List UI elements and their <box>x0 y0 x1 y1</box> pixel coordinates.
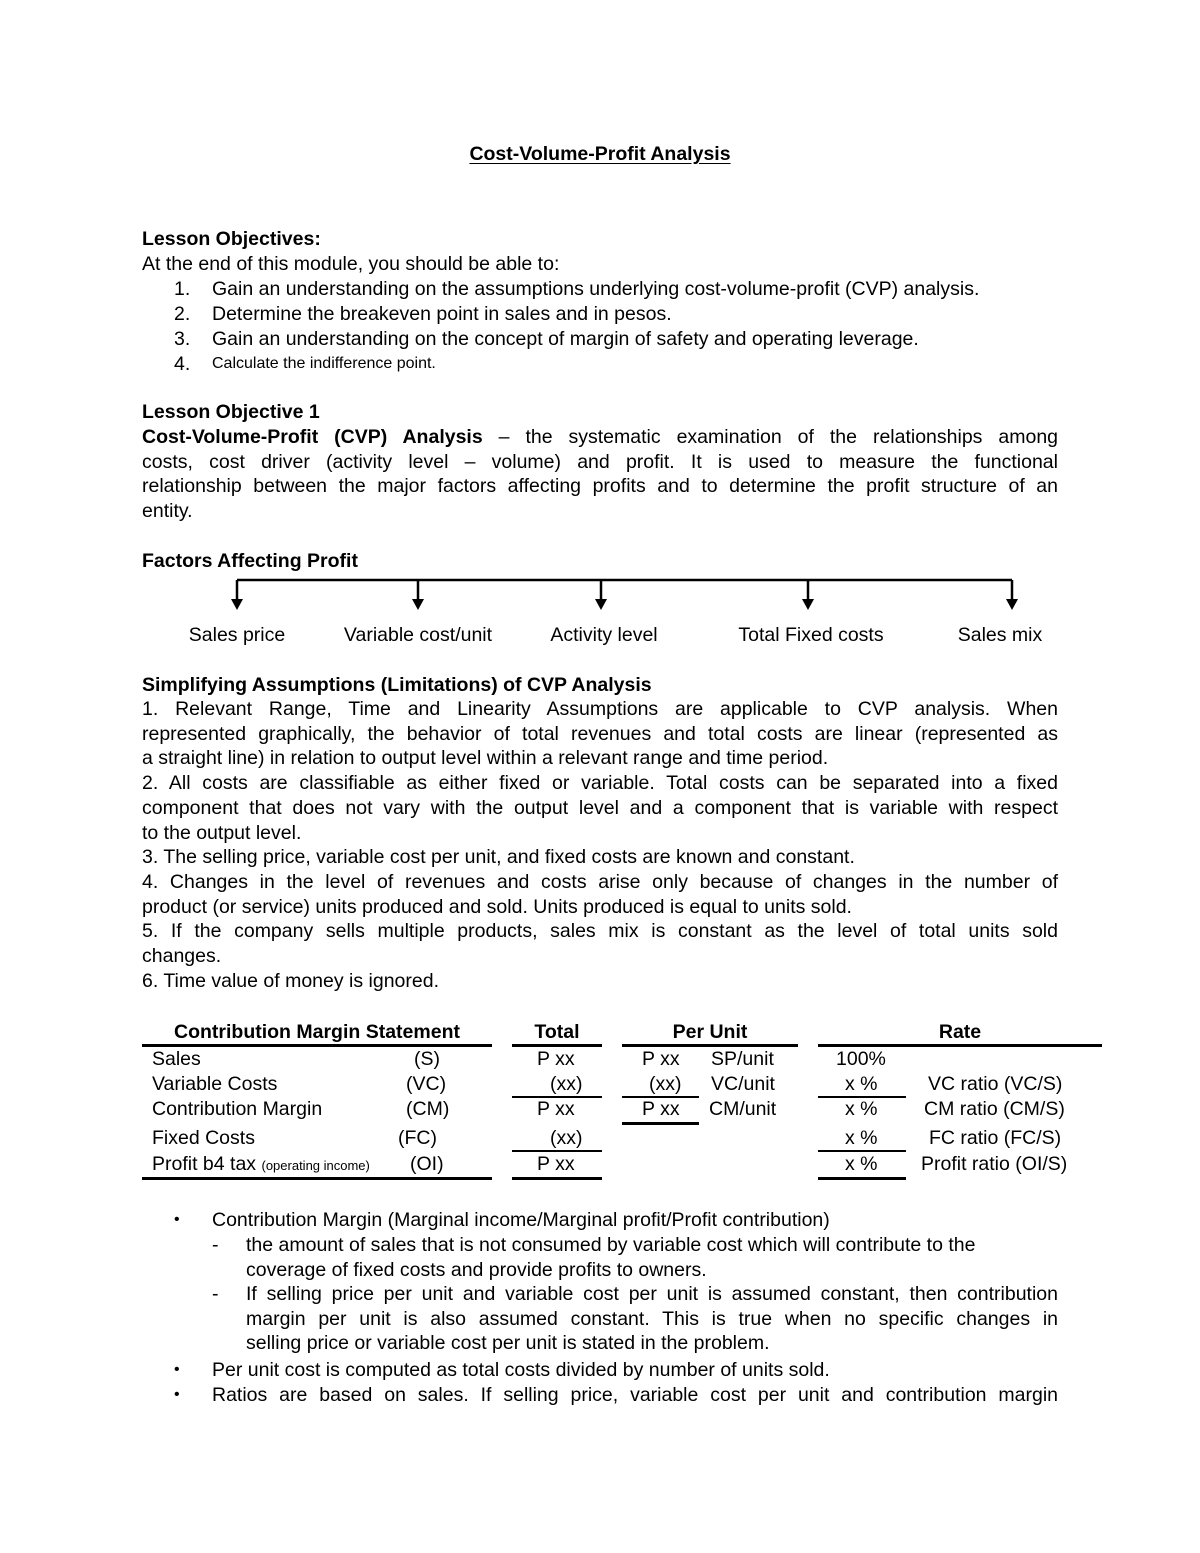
row-label: Fixed Costs <box>152 1127 255 1149</box>
cvp-definition-line: relationship between the major factors affecting profits and to determine the profit structure of an <box>142 475 1058 498</box>
cvp-definition-line <box>142 425 1058 450</box>
assumption-line: 6. Time value of money is ignored. <box>142 969 439 992</box>
row-label-note: (operating income) <box>261 1158 370 1173</box>
objective-text: Gain an understanding on the concept of margin of safety and operating leverage. <box>212 328 919 350</box>
assumption-line: 4. Changes in the level of revenues and costs arise only because of changes in the number of <box>142 870 1058 893</box>
document-title: Cost-Volume-Profit Analysis <box>469 143 731 165</box>
row-total: (xx) <box>550 1127 583 1149</box>
row-per-unit: P xx <box>642 1098 680 1120</box>
cvp-definition-line: costs, cost driver (activity level – volume) and profit. It is used to measure the functional <box>142 450 1058 473</box>
row-rate: x % <box>845 1153 878 1175</box>
sub-bullet-line: coverage of fixed costs and provide profits to owners. <box>246 1259 707 1281</box>
table-header-total: Total <box>534 1021 580 1043</box>
bullet-text: Ratios are based on sales. If selling price, variable cost per unit and contribution margin <box>212 1384 1058 1406</box>
assumptions-heading: Simplifying Assumptions (Limitations) of CVP Analysis <box>142 674 652 696</box>
row-label: Variable Costs <box>152 1073 278 1095</box>
factors-diagram <box>0 575 1200 615</box>
table-bottom-rule <box>818 1177 906 1180</box>
sub-bullet-line: the amount of sales that is not consumed by variable cost which will contribute to the <box>246 1234 976 1256</box>
factors-heading: Factors Affecting Profit <box>142 550 358 572</box>
row-abbr: (CM) <box>406 1098 450 1120</box>
table-bottom-rule <box>512 1177 602 1180</box>
per-unit-double-rule <box>622 1122 699 1125</box>
objective-number: 4. <box>174 353 191 375</box>
table-header-statement: Contribution Margin Statement <box>174 1021 460 1043</box>
assumption-line: 2. All costs are classifiable as either fixed or variable. Total costs can be separated into a fixed <box>142 772 1058 795</box>
row-total: P xx <box>537 1048 575 1070</box>
assumption-line: changes. <box>142 945 222 968</box>
row-abbr: (S) <box>414 1048 440 1070</box>
row-rate: x % <box>845 1073 878 1095</box>
dash-marker: - <box>212 1234 219 1256</box>
bullet-marker: • <box>174 1361 180 1378</box>
objectives-intro: At the end of this module, you should be able to: <box>142 253 560 275</box>
objective1-heading: Lesson Objective 1 <box>142 401 320 423</box>
row-abbr: (VC) <box>406 1073 447 1095</box>
table-header-rate: Rate <box>938 1021 982 1043</box>
factor-total-fixed-costs: Total Fixed costs <box>738 624 884 646</box>
row-total: (xx) <box>550 1073 583 1095</box>
cvp-definition-line: entity. <box>142 500 193 523</box>
objective-number: 1. <box>174 278 191 300</box>
row-per-unit-label: SP/unit <box>711 1048 774 1070</box>
row-label: Sales <box>152 1048 201 1070</box>
row-rate: 100% <box>836 1048 886 1070</box>
assumption-line: represented graphically, the behavior of total revenues and total costs are linear (represented as <box>142 722 1058 745</box>
sub-bullet-line: margin per unit is also assumed constant. This is true when no specific changes in <box>246 1307 1058 1330</box>
arrow-down-icon <box>412 580 424 610</box>
sub-bullet-line: If selling price per unit and variable cost per unit is assumed constant, then contribution <box>246 1283 1058 1305</box>
row-per-unit: (xx) <box>649 1073 682 1095</box>
row-total: P xx <box>537 1153 575 1175</box>
objective-text: Gain an understanding on the assumptions underlying cost-volume-profit (CVP) analysis. <box>212 278 980 300</box>
cvp-term: Cost-Volume-Profit (CVP) Analysis <box>142 426 483 448</box>
assumption-line: 5. If the company sells multiple products, sales mix is constant as the level of total units sold <box>142 920 1058 943</box>
cvp-definition-text: – the systematic examination of the relationships among <box>482 426 1059 448</box>
row-ratio: VC ratio (VC/S) <box>928 1073 1063 1095</box>
bullet-marker: • <box>174 1386 180 1403</box>
arrow-down-icon <box>595 580 607 610</box>
assumptions-list <box>142 697 1058 993</box>
arrow-down-icon <box>231 580 243 610</box>
objective-number: 2. <box>174 303 191 325</box>
row-per-unit-label: VC/unit <box>711 1073 775 1095</box>
sub-bullet-paragraph <box>246 1282 1058 1356</box>
assumption-line: component that does not vary with the output level and a component that is variable with respect <box>142 796 1058 819</box>
factor-sales-mix: Sales mix <box>957 624 1043 646</box>
row-ratio: Profit ratio (OI/S) <box>921 1153 1068 1175</box>
row-ratio: FC ratio (FC/S) <box>929 1127 1062 1149</box>
row-total: P xx <box>537 1098 575 1120</box>
assumption-line: 1. Relevant Range, Time and Linearity Assumptions are applicable to CVP analysis. When <box>142 698 1058 720</box>
row-label-main: Profit b4 tax <box>152 1153 257 1175</box>
objective-number: 3. <box>174 328 191 350</box>
assumption-line: to the output level. <box>142 821 302 844</box>
assumption-line: 3. The selling price, variable cost per unit, and fixed costs are known and constant. <box>142 846 855 869</box>
factor-activity-level: Activity level <box>550 624 658 646</box>
cvp-definition <box>142 425 1058 524</box>
factor-sales-price: Sales price <box>188 624 286 646</box>
row-rate: x % <box>845 1098 878 1120</box>
row-rate: x % <box>845 1127 878 1149</box>
bullet-paragraph <box>212 1383 1058 1407</box>
objectives-heading: Lesson Objectives: <box>142 228 321 250</box>
factor-variable-cost: Variable cost/unit <box>343 624 493 646</box>
arrow-down-icon <box>1006 580 1018 610</box>
objective-text: Calculate the indifference point. <box>212 355 436 372</box>
bullet-text: Per unit cost is computed as total costs divided by number of units sold. <box>212 1359 830 1381</box>
bullet-marker: • <box>174 1211 180 1228</box>
objective-text: Determine the breakeven point in sales and in pesos. <box>212 303 672 325</box>
table-bottom-rule <box>142 1177 492 1180</box>
row-per-unit-label: CM/unit <box>709 1098 777 1120</box>
row-label: Contribution Margin <box>152 1098 323 1120</box>
row-abbr: (FC) <box>398 1127 437 1149</box>
dash-marker: - <box>212 1283 219 1305</box>
row-label <box>152 1152 370 1178</box>
bullet-text: Contribution Margin (Marginal income/Marginal profit/Profit contribution) <box>212 1209 830 1231</box>
row-abbr: (OI) <box>410 1153 444 1175</box>
row-per-unit: P xx <box>642 1048 680 1070</box>
table-header-per-unit: Per Unit <box>672 1021 748 1043</box>
assumption-line: product (or service) units produced and sold. Units produced is equal to units sold. <box>142 895 852 918</box>
sub-bullet-line: selling price or variable cost per unit is stated in the problem. <box>246 1332 770 1355</box>
assumption-line: a straight line) in relation to output level within a relevant range and time period. <box>142 747 829 770</box>
arrow-down-icon <box>802 580 814 610</box>
row-ratio: CM ratio (CM/S) <box>924 1098 1065 1120</box>
